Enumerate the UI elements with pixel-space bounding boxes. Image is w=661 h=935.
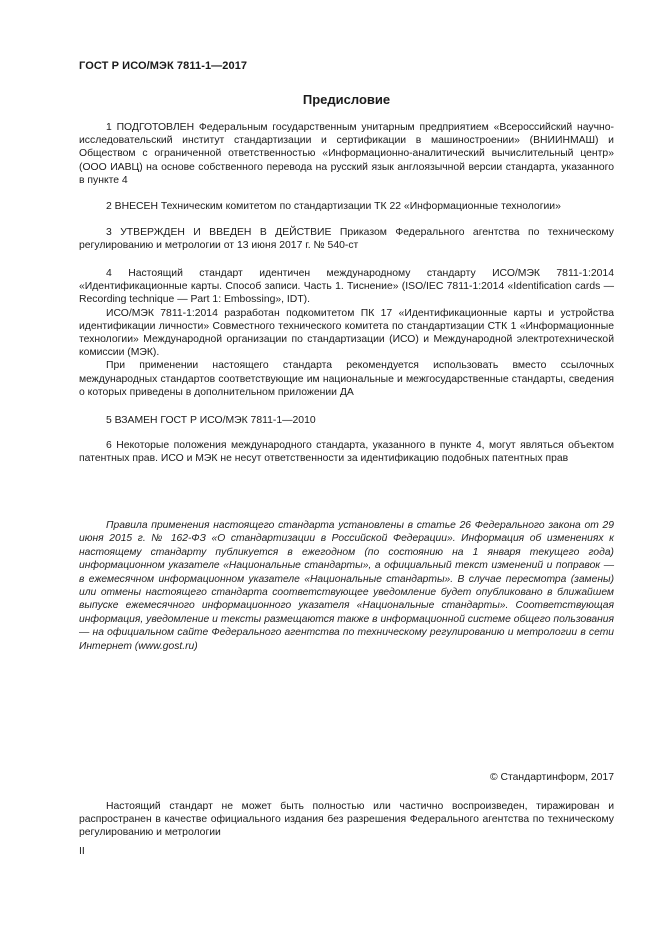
- paragraph-6: [79, 439, 614, 465]
- usage-notice: [79, 519, 614, 653]
- reproduction-notice: [79, 800, 614, 840]
- paragraph-1-text: 1 ПОДГОТОВЛЕН Федеральным государственным унитарным предприятием «Всероссийский научно-исследовательский институт стандартизации и сертификации в машиностроении» (ВНИИНМАШ) и Обществом с ограниченной ответственностью «Информационно-аналитический вычислительный центр» (ООО ИАВЦ) на основе собственного перевода на русский язык англоязычной версии стандарта, указанного в пункте 4: [79, 122, 614, 186]
- paragraph-6-text: 6 Некоторые положения международного стандарта, указанного в пункте 4, могут являться объектом патентных прав. ИСО и МЭК не несут ответственности за идентификацию подобных патентных прав: [79, 440, 614, 465]
- paragraph-5: [79, 414, 614, 427]
- document-header: ГОСТ Р ИСО/МЭК 7811-1—2017: [79, 60, 248, 72]
- paragraph-2: [79, 200, 614, 213]
- paragraph-4b-text: ИСО/МЭК 7811-1:2014 разработан подкомитетом ПК 17 «Идентификационные карты и устройства идентификации личности» Совместного технического комитета по стандартизации СТК 1 «Информационные технологии» Международной организации по стандартизации (ИСО) и Международной электротехнической комиссии (МЭК).: [79, 307, 614, 359]
- paragraph-4a-text: 4 Настоящий стандарт идентичен международному стандарту ИСО/МЭК 7811-1:2014 «Идентификационные карты. Способ записи. Часть 1. Тиснение» (ISO/IEC 7811-1:2014 «Identification cards — Recording technique — Part 1: Embossing», IDT).: [79, 268, 614, 306]
- paragraph-3: [79, 226, 614, 252]
- paragraph-1: [79, 121, 614, 187]
- usage-notice-text: Правила применения настоящего стандарта установлены в статье 26 Федерального закона от 29 июня 2015 г. № 162-ФЗ «О стандартизации в Российской Федерации». Информация об изменениях к настоящему стандарту публикуется в ежегодном (по состоянию на 1 января текущего года) информационном указателе «Национальные стандарты», а официальный текст изменений и поправок — в ежемесячном информационном указателе «Национальные стандарты». В случае пересмотра (замены) или отмены настоящего стандарта соответствующее уведомление будет опубликовано в ближайшем выпуске ежемесячного информационного указателя «Национальные стандарты». Соответствующая информация, уведомление и тексты размещаются также в информационной системе общего пользования — на официальном сайте Федерального агентства по техническому регулированию и метрологии в сети Интернет (www.gost.ru): [79, 520, 614, 652]
- copyright: © Стандартинформ, 2017: [489, 772, 614, 783]
- page-title: Предисловие: [302, 92, 391, 107]
- reproduction-notice-text: Настоящий стандарт не может быть полностью или частично воспроизведен, тиражирован и распространен в качестве официального издания без разрешения Федерального агентства по техническому регулированию и метрологии: [79, 801, 614, 839]
- paragraph-4c-text: При применении настоящего стандарта рекомендуется использовать вместо ссылочных международных стандартов соответствующие им национальные и межгосударственные стандарты, сведения о которых приведены в дополнительном приложении ДА: [79, 360, 614, 398]
- page-number: II: [79, 846, 85, 857]
- paragraph-4: [79, 267, 614, 399]
- paragraph-3-text: 3 УТВЕРЖДЕН И ВВЕДЕН В ДЕЙСТВИЕ Приказом Федерального агентства по техническому регулированию и метрологии от 13 июня 2017 г. № 540-ст: [79, 227, 614, 252]
- paragraph-2-text: 2 ВНЕСЕН Техническим комитетом по стандартизации ТК 22 «Информационные технологии»: [106, 201, 561, 212]
- paragraph-5-text: 5 ВЗАМЕН ГОСТ Р ИСО/МЭК 7811-1—2010: [106, 415, 316, 426]
